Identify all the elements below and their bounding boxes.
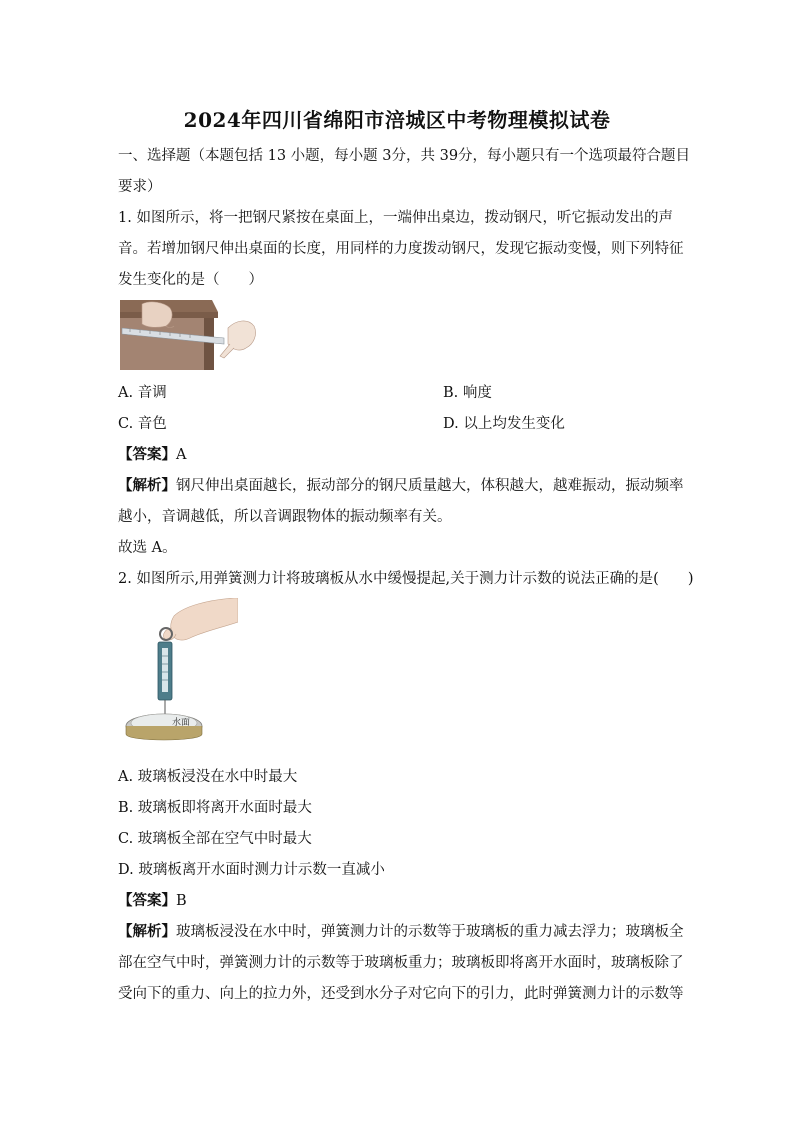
spring-scale-figure [124,598,238,748]
q1-answer [118,445,186,465]
q2-stem: 2. 如图所示,用弹簧测力计将玻璃板从水中缓慢提起,关于测力计示数的说法正确的是( ) [118,571,694,587]
q1-analysis-line-1 [118,476,684,496]
q2-analysis-text-1: 玻璃板浸没在水中时，弹簧测力计的示数等于玻璃板的重力减去浮力；玻璃板全 [176,924,684,940]
q1-conclusion: 故选 A。 [118,540,177,556]
q1-stem-line-3: 发生变化的是（ ） [118,272,263,288]
q1-option-d: D. 以上均发生变化 [443,416,565,432]
water-surface-label: 水面 [172,718,191,728]
q2-option-b: B. 玻璃板即将离开水面时最大 [118,800,312,816]
q1-analysis-line-2: 越小，音调越低，所以音调跟物体的振动频率有关。 [118,509,452,525]
q2-option-d: D. 玻璃板离开水面时测力计示数一直减小 [118,862,385,878]
q2-analysis-label: 【解析】 [118,923,176,940]
ruler-on-desk-figure [120,298,260,373]
q2-analysis-line-1 [118,922,684,942]
section-header-line-1: 一、选择题（本题包括 13 小题，每小题 3分，共 39分，每小题只有一个选项最符合题目 [118,148,691,164]
q1-answer-value: A [176,447,187,463]
q2-answer [118,891,187,911]
q2-answer-label: 【答案】 [118,892,176,909]
q1-stem-line-1: 1. 如图所示，将一把钢尺紧按在桌面上，一端伸出桌边，拨动钢尺，听它振动发出的声 [118,210,673,226]
q1-analysis-label: 【解析】 [118,477,176,494]
q1-analysis-text-1: 钢尺伸出桌面越长，振动部分的钢尺质量越大，体积越大，越难振动，振动频率 [176,478,684,494]
q1-stem-line-2: 音。若增加钢尺伸出桌面的长度，用同样的力度拨动钢尺，发现它振动变慢，则下列特征 [118,241,684,257]
q1-option-c: C. 音色 [118,416,167,432]
q1-option-a: A. 音调 [118,385,167,401]
q2-option-a: A. 玻璃板浸没在水中时最大 [118,769,298,785]
q2-answer-value: B [176,893,187,909]
q2-option-c: C. 玻璃板全部在空气中时最大 [118,831,312,847]
q1-option-b: B. 响度 [443,385,492,401]
q1-answer-label: 【答案】 [118,446,176,463]
page-title: 2024年四川省绵阳市涪城区中考物理模拟试卷 [183,108,611,132]
q2-analysis-line-2: 部在空气中时，弹簧测力计的示数等于玻璃板重力；玻璃板即将离开水面时，玻璃板除了 [118,955,684,971]
q2-analysis-line-3: 受向下的重力、向上的拉力外，还受到水分子对它向下的引力，此时弹簧测力计的示数等 [118,986,684,1002]
section-header-line-2: 要求） [118,179,162,195]
